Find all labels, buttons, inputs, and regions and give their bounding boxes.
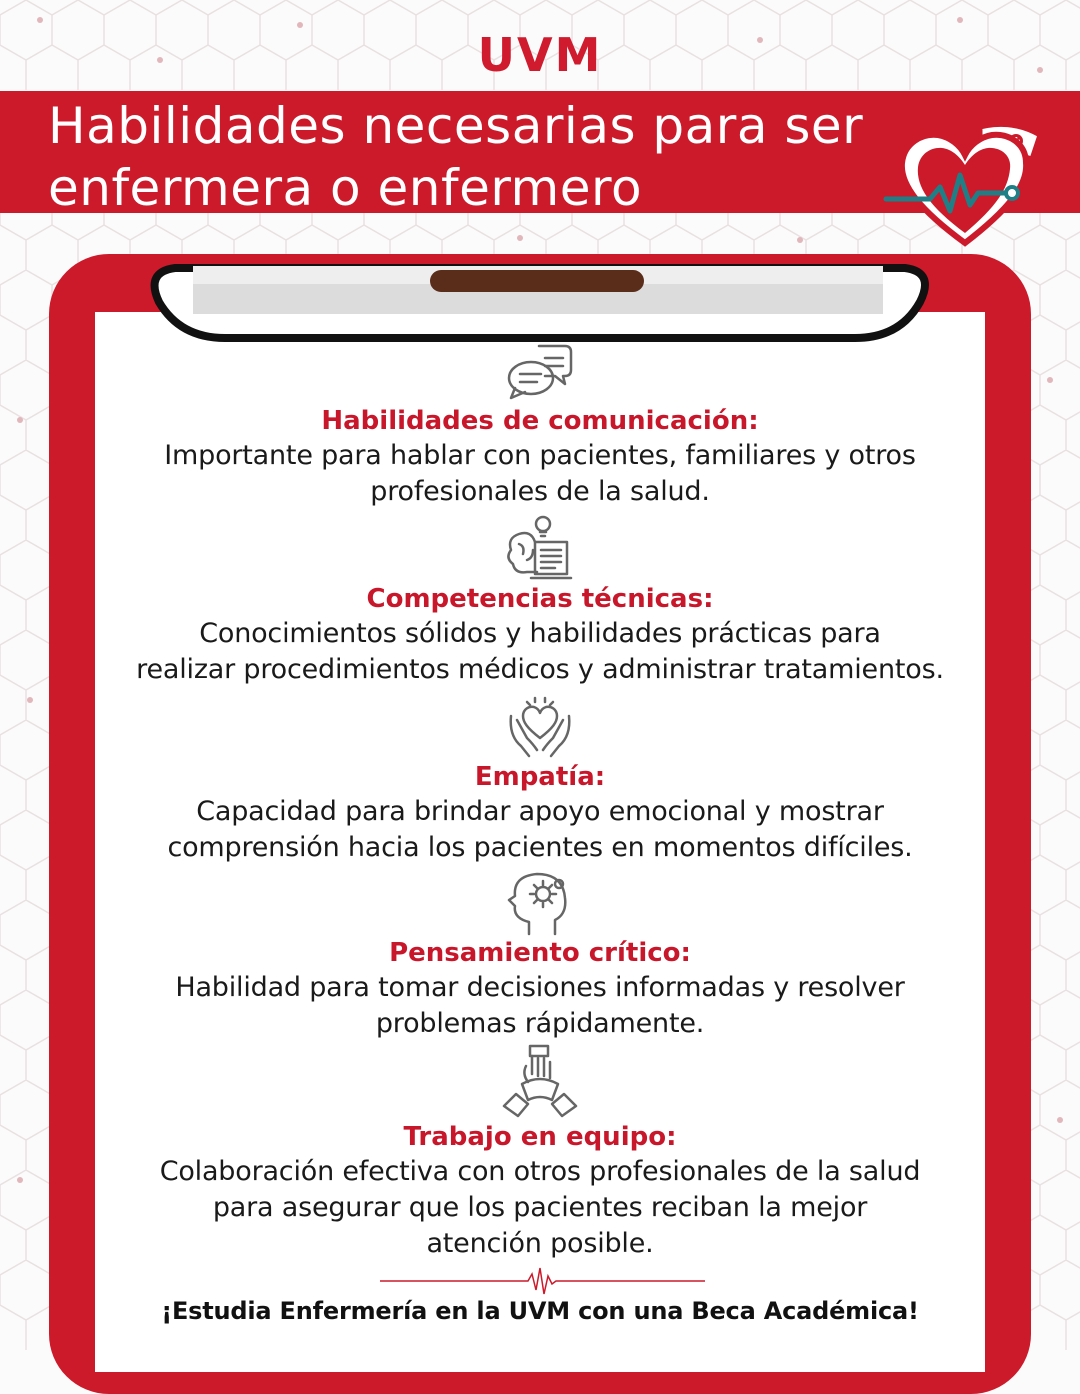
nurse-heart-icon [880, 115, 1050, 255]
skill-description [95, 794, 985, 866]
skill-description [95, 616, 985, 688]
title-line-2: enfermera o enfermero [48, 159, 643, 217]
heart-hands-icon [505, 696, 575, 760]
skill-desc-line: para asegurar que los pacientes reciban la mejor [212, 1192, 868, 1223]
skill-desc-line: atención posible. [426, 1228, 654, 1259]
uvm-logo: UVM [477, 28, 603, 82]
skill-desc-line: comprensión hacia los pacientes en momentos difíciles. [167, 832, 913, 863]
skill-title: Empatía: [474, 762, 606, 792]
skill-desc-line: Habilidad para tomar decisiones informadas y resolver [175, 972, 905, 1003]
heartbeat-divider [380, 1266, 705, 1296]
skill-description [95, 1154, 985, 1262]
skill-title: Trabajo en equipo: [403, 1122, 677, 1152]
skill-desc-line: Conocimientos sólidos y habilidades prácticas para [199, 618, 881, 649]
brain-book-icon [505, 514, 575, 582]
skill-desc-line: Capacidad para brindar apoyo emocional y mostrar [196, 796, 884, 827]
skill-desc-line: problemas rápidamente. [375, 1008, 705, 1039]
head-gear-icon [505, 870, 575, 936]
teamwork-hands-icon [500, 1044, 580, 1120]
skill-item-communication [95, 340, 985, 510]
page-title [48, 95, 948, 219]
skill-item-teamwork [95, 1044, 985, 1262]
skill-desc-line: realizar procedimientos médicos y administrar tratamientos. [136, 654, 944, 685]
skill-title: Habilidades de comunicación: [321, 406, 759, 436]
skill-desc-line: Colaboración efectiva con otros profesionales de la salud [159, 1156, 921, 1187]
skill-item-technical [95, 514, 985, 688]
clipboard-clip [145, 262, 935, 344]
skill-item-critical-thinking [95, 870, 985, 1042]
skill-description [95, 438, 985, 510]
skill-desc-line: Importante para hablar con pacientes, familiares y otros [164, 440, 916, 471]
skill-description [95, 970, 985, 1042]
skill-title: Pensamiento crítico: [389, 938, 691, 968]
title-line-1: Habilidades necesarias para ser [48, 97, 864, 155]
chat-bubbles-icon [505, 340, 575, 404]
call-to-action: ¡Estudia Enfermería en la UVM con una Beca Académica! [161, 1297, 919, 1325]
skill-desc-line: profesionales de la salud. [370, 476, 710, 507]
skill-title: Competencias técnicas: [366, 584, 714, 614]
skill-item-empathy [95, 696, 985, 866]
